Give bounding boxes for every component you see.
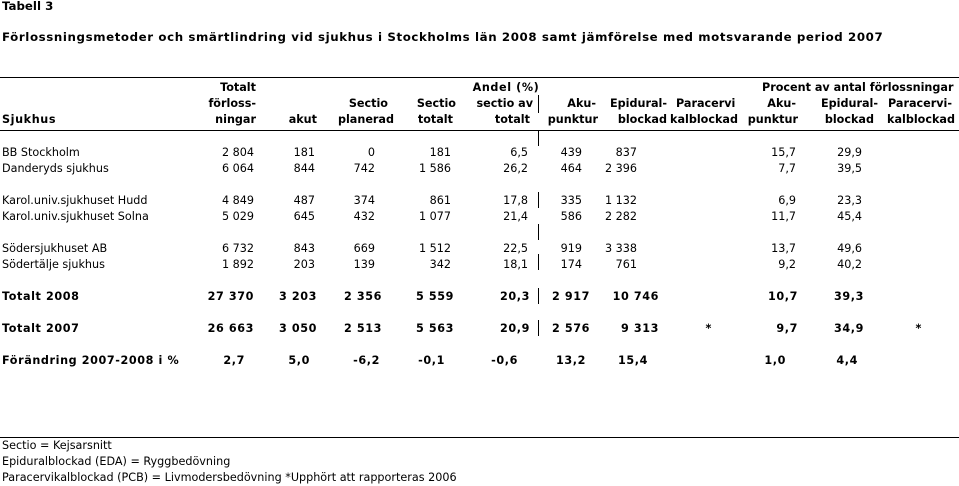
cell-andel: 6,5 bbox=[510, 146, 528, 159]
cell-akut: 3 203 bbox=[278, 290, 317, 303]
table-row-total-2008 bbox=[0, 290, 959, 304]
cell-total: 6 732 bbox=[221, 242, 254, 255]
row-name: Södersjukhuset AB bbox=[2, 242, 108, 255]
row-name: Totalt 2007 bbox=[2, 322, 80, 335]
footnote-epidural: Epiduralblockad (EDA) = Ryggbedövning bbox=[2, 455, 231, 468]
cell-total: 1 892 bbox=[221, 258, 254, 271]
header-sectio-totalt-2: totalt bbox=[417, 113, 453, 126]
header-akut: akut bbox=[288, 113, 317, 126]
cell-planerad: 432 bbox=[353, 210, 375, 223]
cell-sectio-totalt: 5 563 bbox=[415, 322, 454, 335]
divider-1 bbox=[538, 130, 539, 146]
header-epidural-procent: Epidural- bbox=[820, 97, 878, 110]
cell-sectio-totalt: 1 077 bbox=[418, 210, 451, 223]
cell-aku: 13,2 bbox=[555, 354, 586, 367]
table-row bbox=[0, 162, 959, 176]
row-name: Förändring 2007-2008 i % bbox=[2, 354, 180, 367]
table-subtitle: Förlossningsmetoder och smärtlindring vid sjukhus i Stockholms län 2008 samt jämförelse med motsvarande period 2007 bbox=[2, 30, 884, 44]
cell-andel: -0,6 bbox=[491, 354, 518, 367]
cell-akut: 181 bbox=[293, 146, 315, 159]
table-row-change bbox=[0, 354, 959, 368]
cell-p-epidural: 29,9 bbox=[837, 146, 862, 159]
cell-p-epidural: 23,3 bbox=[837, 194, 862, 207]
row-name: Totalt 2008 bbox=[2, 290, 80, 303]
table-row bbox=[0, 242, 959, 256]
cell-p-aku: 9,2 bbox=[778, 258, 796, 271]
header-aku: Aku- bbox=[567, 97, 596, 110]
header-kalblockad-procent: kalblockad bbox=[887, 113, 955, 126]
header-ningar: ningar bbox=[215, 113, 256, 126]
cell-epidural: 3 338 bbox=[604, 242, 637, 255]
cell-andel: 21,4 bbox=[503, 210, 528, 223]
cell-epidural: 10 746 bbox=[612, 290, 659, 303]
cell-akut: 645 bbox=[293, 210, 315, 223]
cell-planerad: 0 bbox=[367, 146, 375, 159]
cell-andel: 22,5 bbox=[503, 242, 528, 255]
cell-p-aku: 15,7 bbox=[771, 146, 796, 159]
cell-planerad: 2 513 bbox=[343, 322, 382, 335]
cell-aku: 586 bbox=[560, 210, 582, 223]
header-punktur: punktur bbox=[547, 113, 598, 126]
cell-planerad: 742 bbox=[353, 162, 375, 175]
cell-p-aku: 13,7 bbox=[771, 242, 796, 255]
header-paracervi: Paracervi bbox=[676, 97, 736, 110]
row-name: Danderyds sjukhus bbox=[2, 162, 109, 175]
cell-total: 5 029 bbox=[221, 210, 254, 223]
cell-epidural: 761 bbox=[615, 258, 637, 271]
cell-sectio-totalt: 181 bbox=[429, 146, 451, 159]
cell-aku: 2 917 bbox=[551, 290, 590, 303]
cell-akut: 843 bbox=[293, 242, 315, 255]
table-row bbox=[0, 146, 959, 160]
cell-p-epidural: 49,6 bbox=[837, 242, 862, 255]
header-sjukhus: Sjukhus bbox=[2, 113, 57, 126]
table-row bbox=[0, 210, 959, 224]
header-blockad: blockad bbox=[617, 113, 667, 126]
bottom-rule bbox=[0, 437, 959, 438]
cell-aku: 464 bbox=[560, 162, 582, 175]
header-procent: Procent av antal förlossningar bbox=[762, 81, 954, 94]
header-planerad: planerad bbox=[337, 113, 394, 126]
header-sectio-totalt: Sectio bbox=[416, 97, 456, 110]
cell-planerad: 669 bbox=[353, 242, 375, 255]
cell-akut: 203 bbox=[293, 258, 315, 271]
cell-p-aku: 7,7 bbox=[778, 162, 796, 175]
cell-total: 4 849 bbox=[221, 194, 254, 207]
cell-p-epidural: 34,9 bbox=[833, 322, 864, 335]
cell-aku: 2 576 bbox=[551, 322, 590, 335]
table-label: Tabell 3 bbox=[2, 0, 54, 13]
header-sectio-planerad: Sectio bbox=[348, 97, 388, 110]
header-paracervi-procent: Paracervi- bbox=[888, 97, 953, 110]
cell-epidural: 2 282 bbox=[604, 210, 637, 223]
cell-planerad: -6,2 bbox=[353, 354, 380, 367]
cell-epidural: 837 bbox=[615, 146, 637, 159]
cell-planerad: 2 356 bbox=[343, 290, 382, 303]
cell-sectio-totalt: 1 586 bbox=[418, 162, 451, 175]
cell-andel: 26,2 bbox=[503, 162, 528, 175]
cell-p-epidural: 39,5 bbox=[837, 162, 862, 175]
cell-aku: 174 bbox=[560, 258, 582, 271]
header-sectio-av: sectio av bbox=[476, 97, 533, 110]
cell-aku: 439 bbox=[560, 146, 582, 159]
cell-paracervi: * bbox=[705, 322, 712, 335]
cell-akut: 3 050 bbox=[278, 322, 317, 335]
cell-total: 6 064 bbox=[221, 162, 254, 175]
header-aku-procent: Aku- bbox=[767, 97, 796, 110]
cell-andel: 20,3 bbox=[499, 290, 530, 303]
header-epidural: Epidural- bbox=[609, 97, 667, 110]
cell-andel: 17,8 bbox=[503, 194, 528, 207]
cell-total: 2 804 bbox=[221, 146, 254, 159]
cell-p-epidural: 4,4 bbox=[836, 354, 858, 367]
cell-aku: 335 bbox=[560, 194, 582, 207]
footnote-sectio: Sectio = Kejsarsnitt bbox=[2, 439, 112, 452]
footnote-paracervikal: Paracervikalblockad (PCB) = Livmodersbedövning *Upphört att rapporteras 2006 bbox=[2, 471, 457, 484]
cell-planerad: 374 bbox=[353, 194, 375, 207]
row-name: Södertälje sjukhus bbox=[2, 258, 105, 271]
cell-akut: 844 bbox=[293, 162, 315, 175]
cell-sectio-totalt: 342 bbox=[429, 258, 451, 271]
cell-p-epidural: 39,3 bbox=[833, 290, 864, 303]
top-rule bbox=[0, 77, 959, 78]
cell-andel: 18,1 bbox=[503, 258, 528, 271]
row-name: BB Stockholm bbox=[2, 146, 80, 159]
header-blockad-procent: blockad bbox=[824, 113, 874, 126]
cell-p-aku: 9,7 bbox=[776, 322, 798, 335]
header-kalblockad: kalblockad bbox=[670, 113, 738, 126]
cell-sectio-totalt: 5 559 bbox=[415, 290, 454, 303]
cell-akut: 487 bbox=[293, 194, 315, 207]
cell-sectio-totalt: -0,1 bbox=[418, 354, 445, 367]
header-rule bbox=[0, 130, 959, 131]
header-andel: Andel (%) bbox=[472, 81, 540, 94]
cell-planerad: 139 bbox=[353, 258, 375, 271]
header-forloss: förloss- bbox=[208, 97, 256, 110]
cell-p-epidural: 40,2 bbox=[837, 258, 862, 271]
cell-total: 2,7 bbox=[223, 354, 245, 367]
cell-akut: 5,0 bbox=[288, 354, 310, 367]
cell-aku: 919 bbox=[560, 242, 582, 255]
cell-total: 26 663 bbox=[207, 322, 254, 335]
cell-p-aku: 1,0 bbox=[764, 354, 786, 367]
divider-header bbox=[538, 95, 539, 113]
header-totalt: Totalt bbox=[220, 81, 256, 94]
row-name: Karol.univ.sjukhuset Solna bbox=[2, 210, 149, 223]
table-row bbox=[0, 258, 959, 272]
cell-andel: 20,9 bbox=[499, 322, 530, 335]
divider-3 bbox=[538, 224, 539, 240]
cell-p-aku: 6,9 bbox=[778, 194, 796, 207]
cell-epidural: 2 396 bbox=[604, 162, 637, 175]
cell-epidural: 9 313 bbox=[620, 322, 659, 335]
cell-total: 27 370 bbox=[207, 290, 254, 303]
header-andel-totalt: totalt bbox=[494, 113, 530, 126]
cell-p-aku: 10,7 bbox=[767, 290, 798, 303]
cell-p-epidural: 45,4 bbox=[837, 210, 862, 223]
cell-p-aku: 11,7 bbox=[771, 210, 796, 223]
header-punktur-procent: punktur bbox=[747, 113, 798, 126]
cell-epidural: 15,4 bbox=[617, 354, 648, 367]
cell-sectio-totalt: 861 bbox=[429, 194, 451, 207]
row-name: Karol.univ.sjukhuset Hudd bbox=[2, 194, 148, 207]
cell-p-paracervi: * bbox=[915, 322, 922, 335]
table-row-total-2007 bbox=[0, 322, 959, 336]
table-row bbox=[0, 194, 959, 208]
cell-sectio-totalt: 1 512 bbox=[418, 242, 451, 255]
cell-epidural: 1 132 bbox=[604, 194, 637, 207]
